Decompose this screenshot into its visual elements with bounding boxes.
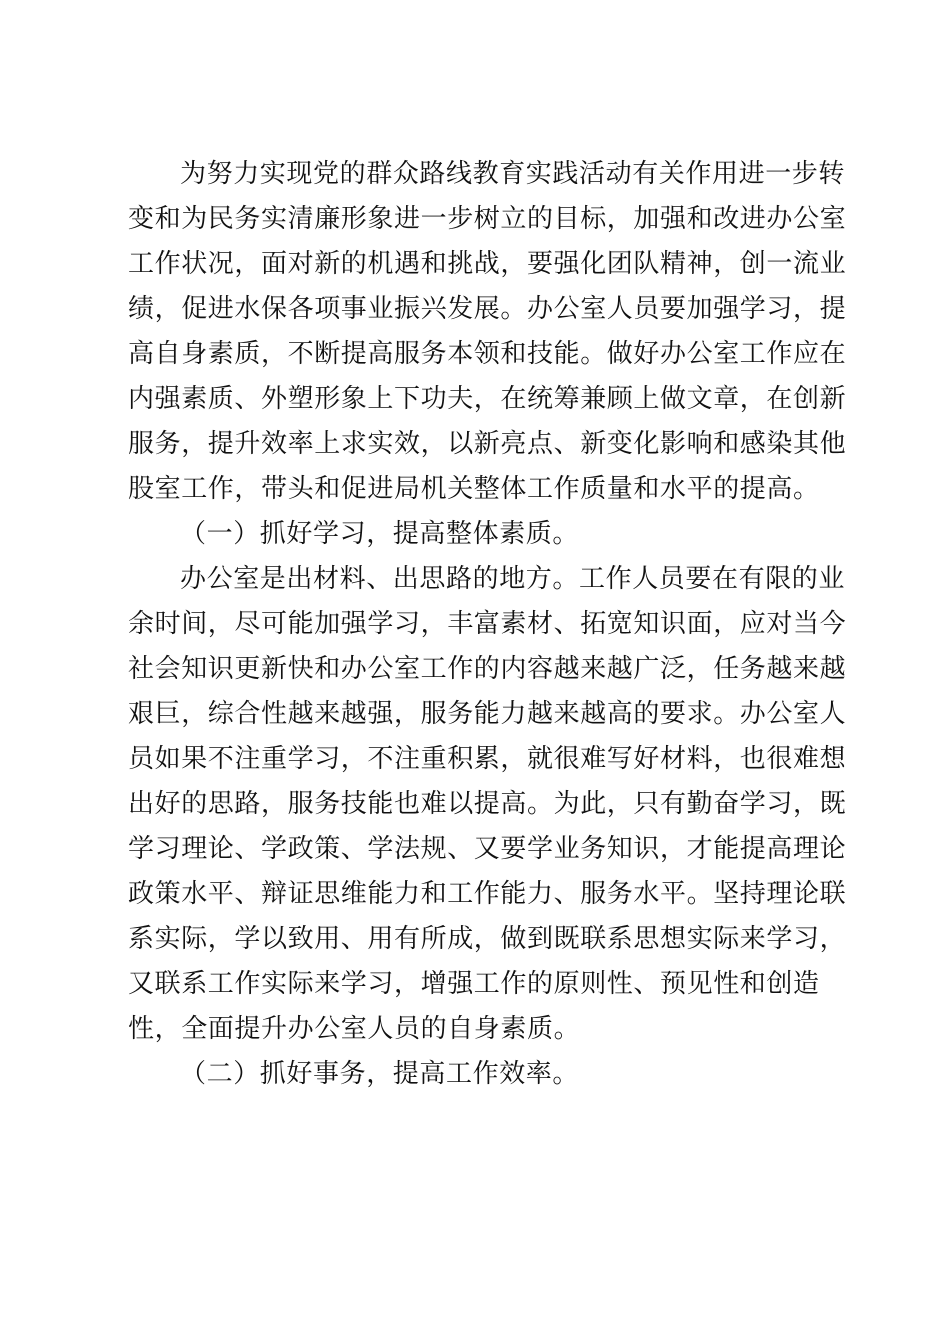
heading-text: （二）抓好事务，提高工作效率。 [180, 1059, 580, 1089]
text-line: 出好的思路，服务技能也难以提高。为此，只有勤奋学习，既 [128, 789, 847, 819]
text-line: 为努力实现党的群众路线教育实践活动有关作用进一步转 [180, 159, 846, 189]
text-line: 服务，提升效率上求实效，以新亮点、新变化影响和感染其他 [128, 429, 847, 459]
document-body [128, 152, 847, 1097]
text-line: 高自身素质，不断提高服务本领和技能。做好办公室工作应在 [128, 339, 847, 369]
text-line: 政策水平、辩证思维能力和工作能力、服务水平。坚持理论联 [128, 879, 847, 909]
text-line: 系实际，学以致用、用有所成，做到既联系思想实际来学习， [128, 924, 847, 954]
text-line: 又联系工作实际来学习，增强工作的原则性、预见性和创造 [128, 969, 820, 999]
section-heading-efficiency [128, 1052, 818, 1097]
text-line: 艰巨，综合性越来越强，服务能力越来越高的要求。办公室人 [128, 699, 847, 729]
heading-text: （一）抓好学习，提高整体素质。 [180, 519, 580, 549]
text-line: 绩，促进水保各项事业振兴发展。办公室人员要加强学习，提 [128, 294, 847, 324]
text-line: 股室工作，带头和促进局机关整体工作质量和水平的提高。 [128, 474, 820, 504]
paragraph-study [128, 557, 847, 1052]
paragraph-intro [128, 152, 847, 512]
text-line: 性，全面提升办公室人员的自身素质。 [128, 1014, 581, 1044]
text-line: 内强素质、外塑形象上下功夫，在统筹兼顾上做文章，在创新 [128, 384, 847, 414]
text-line: 余时间，尽可能加强学习，丰富素材、拓宽知识面，应对当今 [128, 609, 847, 639]
section-heading-study [128, 512, 818, 557]
text-line: 社会知识更新快和办公室工作的内容越来越广泛，任务越来越 [128, 654, 847, 684]
text-line: 员如果不注重学习，不注重积累，就很难写好材料，也很难想 [128, 744, 847, 774]
text-line: 工作状况，面对新的机遇和挑战，要强化团队精神，创一流业 [128, 249, 847, 279]
text-line: 办公室是出材料、出思路的地方。工作人员要在有限的业 [180, 564, 846, 594]
text-line: 变和为民务实清廉形象进一步树立的目标，加强和改进办公室 [128, 204, 847, 234]
text-line: 学习理论、学政策、学法规、又要学业务知识，才能提高理论 [128, 834, 847, 864]
